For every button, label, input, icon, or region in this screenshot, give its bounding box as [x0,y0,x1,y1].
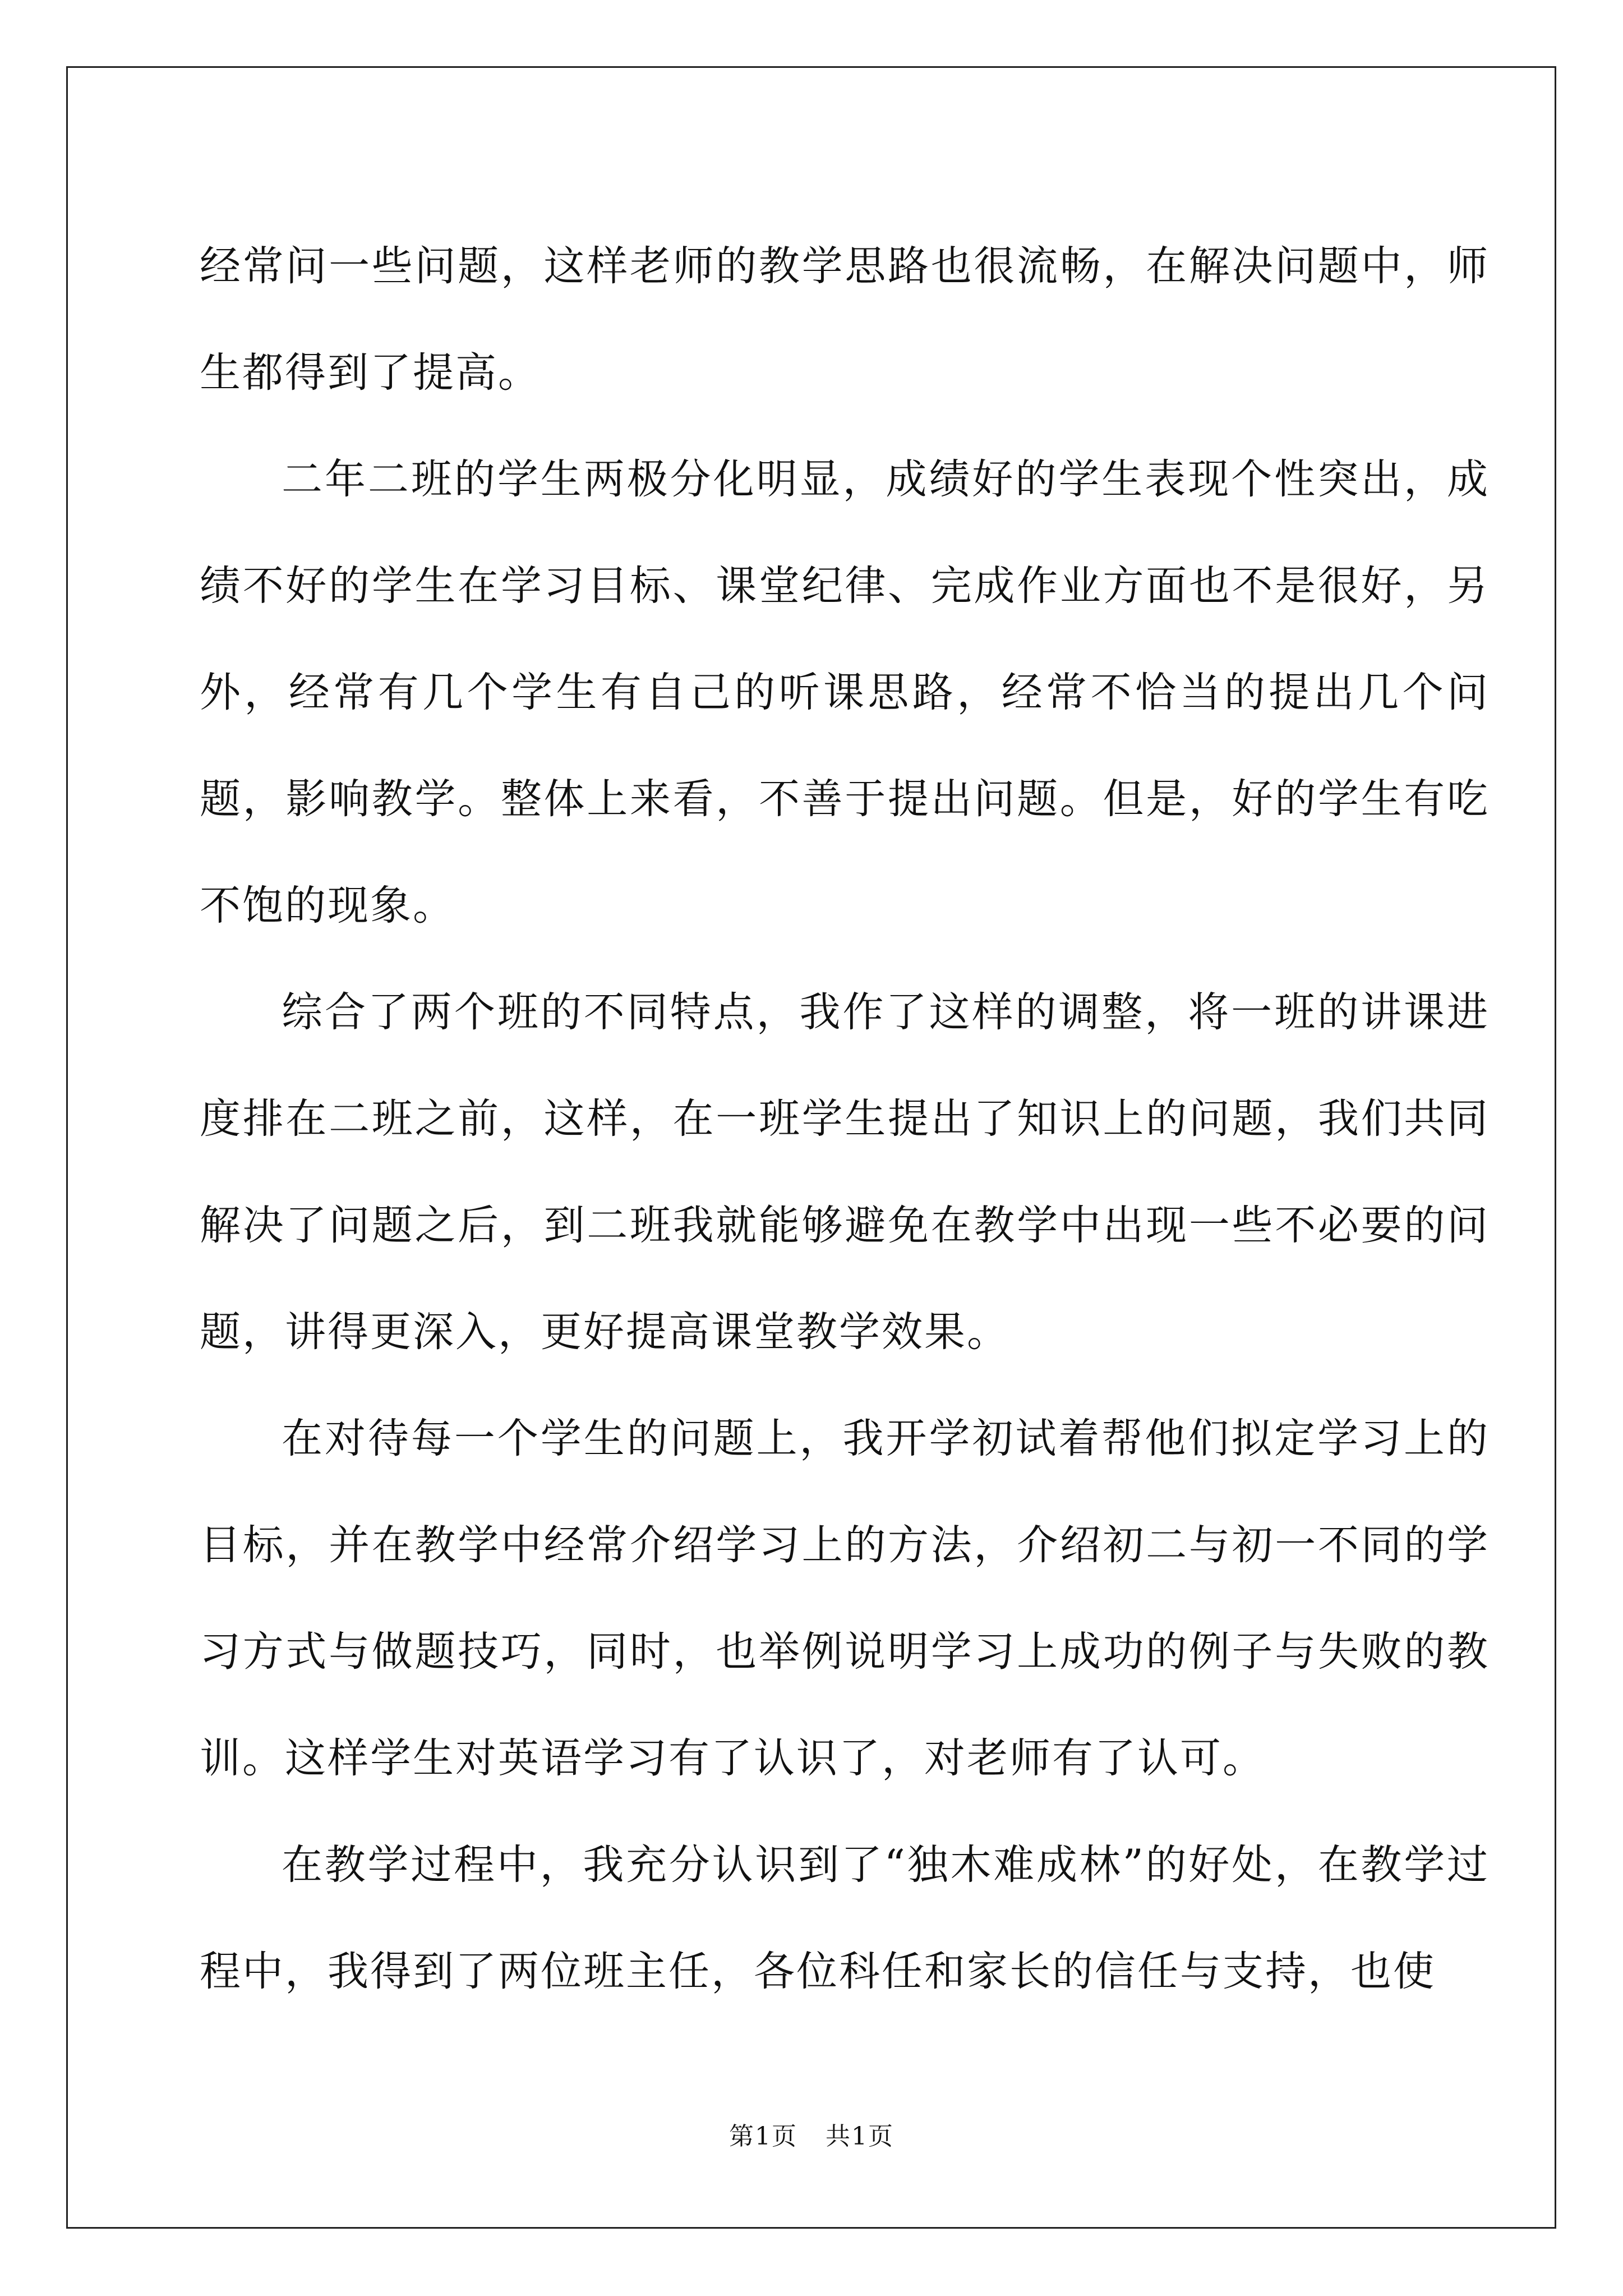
page-number: 第1页 [729,2122,797,2151]
total-pages: 共1页 [826,2122,894,2151]
paragraph-4: 在对待每一个学生的问题上，我开学初试着帮他们拟定学习上的目标，并在教学中经常介绍学习上的方法，介绍初二与初一不同的学习方式与做题技巧，同时，也举例说明学习上成功的例子与失败的教训。这样学生对英语学习有了认识了，对老师有了认可。 [200,1415,1490,1782]
page-footer [0,2116,1623,2152]
paragraph-1: 经常问一些问题，这样老师的教学思路也很流畅，在解决问题中，师生都得到了提高。 [200,242,1490,397]
paragraph-2: 二年二班的学生两极分化明显，成绩好的学生表现个性突出，成绩不好的学生在学习目标、课堂纪律、完成作业方面也不是很好，另外，经常有几个学生有自己的听课思路，经常不恰当的提出几个问题，影响教学。整体上来看，不善于提出问题。但是，好的学生有吃不饱的现象。 [200,455,1490,930]
paragraph-5: 在教学过程中，我充分认识到了“独木难成林”的好处，在教学过程中，我得到了两位班主任，各位科任和家长的信任与支持，也使 [200,1841,1490,1995]
document-body [200,213,1490,2025]
paragraph-3: 综合了两个班的不同特点，我作了这样的调整，将一班的讲课进度排在二班之前，这样，在一班学生提出了知识上的问题，我们共同解决了问题之后，到二班我就能够避免在教学中出现一些不必要的问题，讲得更深入，更好提高课堂教学效果。 [200,988,1490,1356]
